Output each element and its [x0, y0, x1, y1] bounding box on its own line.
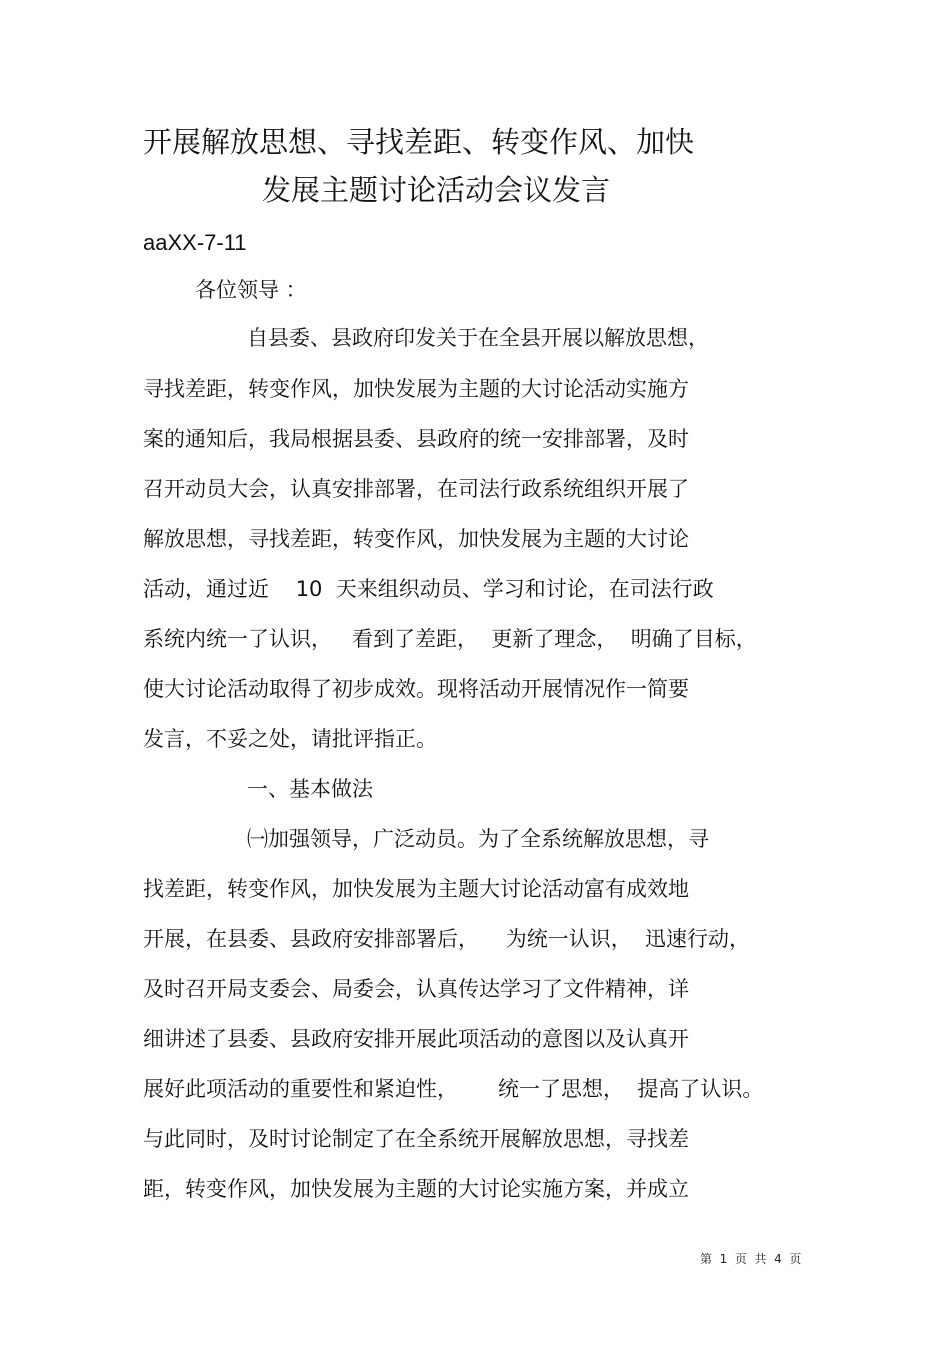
body-line: 召开动员大会，认真安排部署，在司法行政系统组织开展了 — [143, 477, 689, 501]
body-line: 使大讨论活动取得了初步成效。现将活动开展情况作一简要 — [143, 677, 689, 701]
body-line: 开展，在县委、县政府安排部署后， 为统一认识， 迅速行动， — [143, 927, 751, 951]
body-line: 活动，通过近 10 天来组织动员、学习和讨论，在司法行政 — [143, 577, 714, 601]
body-line: 细讲述了县委、县政府安排开展此项活动的意图以及认真开 — [143, 1027, 689, 1051]
page-footer: 第 1 页 共 4 页 — [700, 1252, 802, 1266]
body-line: 解放思想，寻找差距，转变作风，加快发展为主题的大讨论 — [143, 527, 689, 551]
body-line: 与此同时，及时讨论制定了在全系统开展解放思想，寻找差 — [143, 1127, 689, 1151]
body-line: 发言，不妥之处，请批评指正。 — [143, 727, 437, 751]
salutation: 各位领导 ： — [195, 278, 307, 302]
body-line: 自县委、县政府印发关于在全县开展以解放思想， — [247, 326, 709, 350]
body-line: 找差距，转变作风，加快发展为主题大讨论活动富有成效地 — [143, 877, 689, 901]
body-line: 案的通知后，我局根据县委、县政府的统一安排部署，及时 — [143, 427, 689, 451]
body-line: 及时召开局支委会、局委会，认真传达学习了文件精神，详 — [143, 977, 689, 1001]
document-title-line-2: 发展主题讨论活动会议发言 — [262, 173, 611, 207]
body-line: 展好此项活动的重要性和紧迫性， 统一了思想， 提高了认识。 — [143, 1077, 764, 1101]
document-date: aaXX-7-11 — [143, 230, 247, 255]
section-heading: 一、基本做法 — [247, 777, 373, 801]
body-line: 寻找差距，转变作风，加快发展为主题的大讨论活动实施方 — [143, 377, 689, 401]
body-line: 距，转变作风，加快发展为主题的大讨论实施方案，并成立 — [143, 1177, 689, 1201]
body-line: 系统内统一了认识， 看到了差距， 更新了理念， 明确了目标， — [143, 627, 757, 651]
document-title-line-1: 开展解放思想、寻找差距、转变作风、加快 — [143, 125, 695, 159]
body-line: ㈠加强领导，广泛动员。为了全系统解放思想，寻 — [247, 827, 709, 851]
